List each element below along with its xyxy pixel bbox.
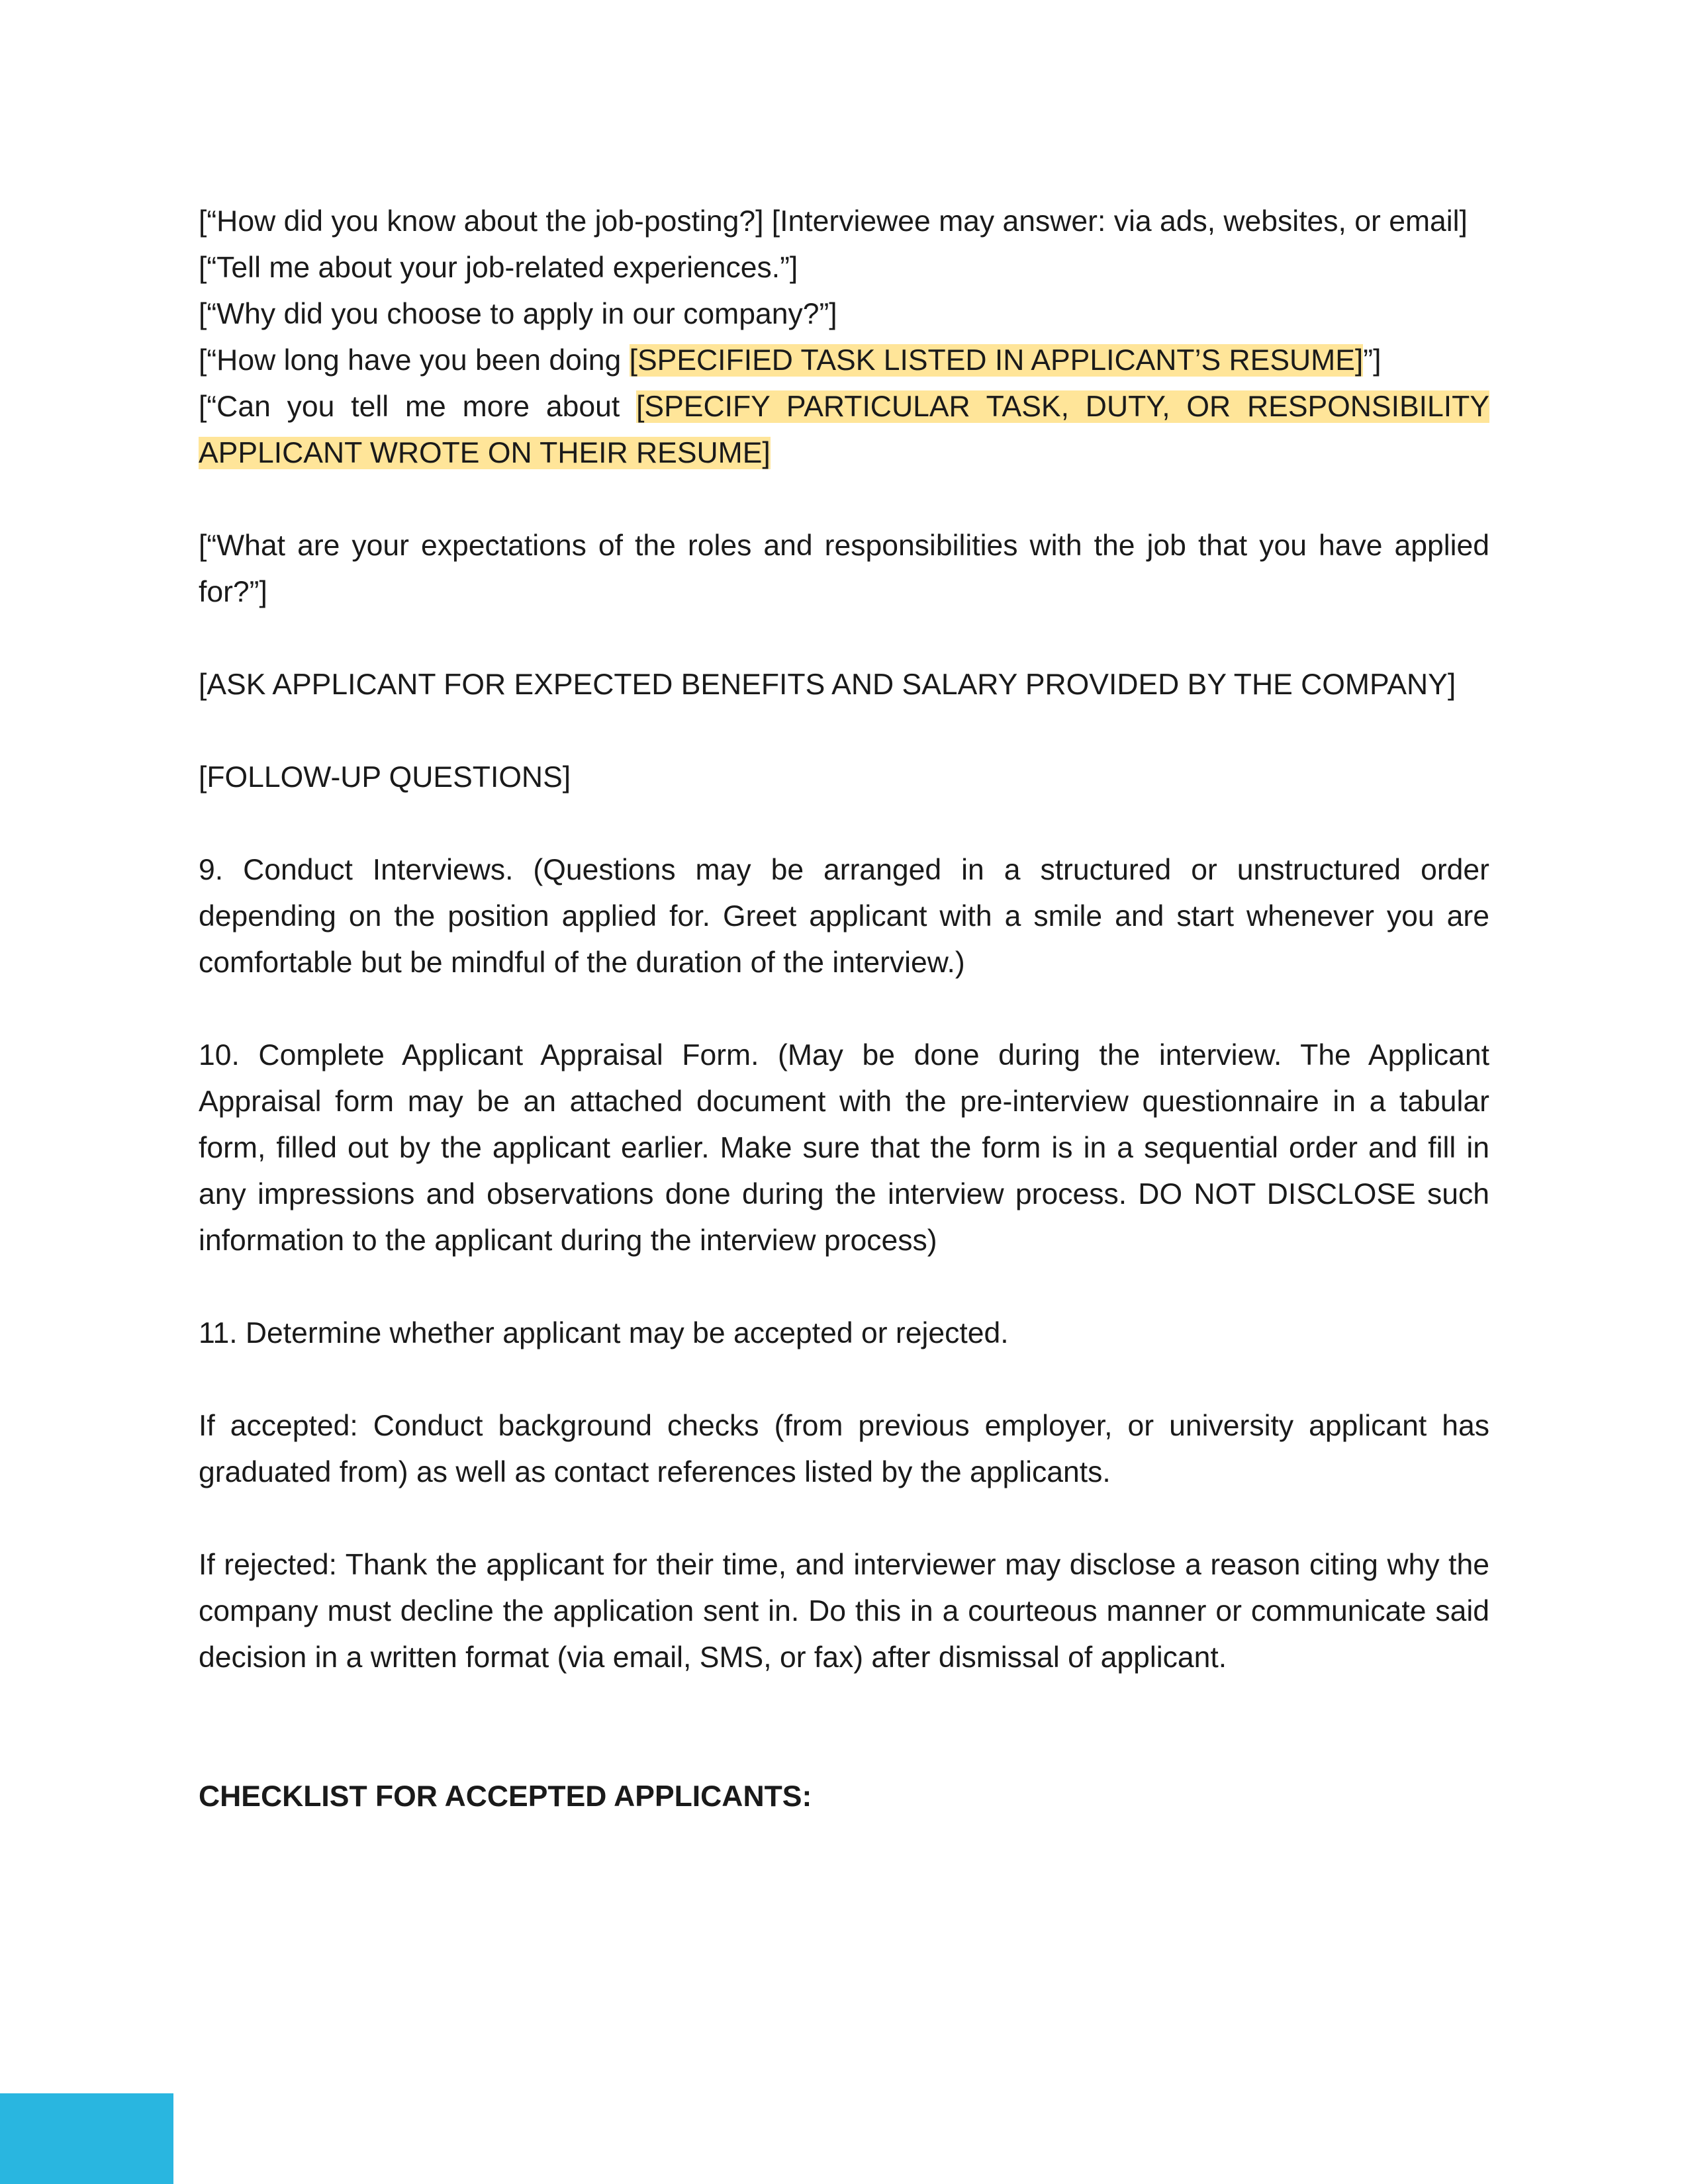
step-9-conduct-interviews: 9. Conduct Interviews. (Questions may be arranged in a structured or unstructured order depending on the position applied for. Greet applicant with a smile and start whenever you are comfortable but be mindful of the duration of the interview.) bbox=[199, 854, 1489, 979]
spacer bbox=[199, 1727, 1489, 1774]
question-job-posting: [“How did you know about the job-posting?] [Interviewee may answer: via ads, websites, or email] bbox=[199, 205, 1468, 238]
spacer bbox=[199, 1264, 1489, 1310]
spacer bbox=[199, 1681, 1489, 1727]
spacer bbox=[199, 1357, 1489, 1403]
spacer bbox=[199, 1496, 1489, 1542]
spacer bbox=[199, 477, 1489, 523]
if-rejected-paragraph: If rejected: Thank the applicant for their time, and interviewer may disclose a reason citing why the company must decline the application sent in. Do this in a courteous manner or communicate said decision in a written format (via email, SMS, or fax) after dismissal of applicant. bbox=[199, 1549, 1489, 1674]
instruction-ask-benefits: [ASK APPLICANT FOR EXPECTED BENEFITS AND SALARY PROVIDED BY THE COMPANY] bbox=[199, 668, 1456, 701]
document-body bbox=[199, 199, 1489, 1820]
question-tell-more-prefix: [“Can you tell me more about bbox=[199, 390, 637, 423]
question-expectations: [“What are your expectations of the roles and responsibilities with the job that you have applied for?”] bbox=[199, 529, 1489, 608]
placeholder-particular-task: [SPECIFY PARTICULAR TASK, DUTY, OR RESPONSIBILITY APPLICANT WROTE ON THEIR RESUME] bbox=[199, 390, 1489, 469]
step-10-appraisal-form: 10. Complete Applicant Appraisal Form. (May be done during the interview. The Applicant Appraisal form may be an attached document with the pre-interview questionnaire in a tabular form, filled out by the applicant earlier. Make sure that the form is in a sequential order and fill in any impressions and observations done during the interview process. DO NOT DISCLOSE such information to the applicant during the interview process) bbox=[199, 1039, 1489, 1257]
spacer bbox=[199, 986, 1489, 1032]
question-how-long-suffix: ”] bbox=[1363, 344, 1382, 377]
spacer bbox=[199, 615, 1489, 662]
question-why-apply: [“Why did you choose to apply in our company?”] bbox=[199, 298, 837, 330]
question-tell-more bbox=[199, 384, 1489, 477]
if-accepted-paragraph: If accepted: Conduct background checks (from previous employer, or university applicant has graduated from) as well as contact references listed by the applicants. bbox=[199, 1410, 1489, 1488]
step-11-determine: 11. Determine whether applicant may be accepted or rejected. bbox=[199, 1317, 1009, 1349]
spacer bbox=[199, 801, 1489, 847]
corner-accent-block bbox=[0, 2093, 173, 2184]
checklist-heading: CHECKLIST FOR ACCEPTED APPLICANTS: bbox=[199, 1780, 812, 1813]
question-how-long bbox=[199, 338, 1489, 384]
instruction-follow-up: [FOLLOW-UP QUESTIONS] bbox=[199, 761, 571, 794]
question-experiences: [“Tell me about your job-related experiences.”] bbox=[199, 251, 798, 284]
spacer bbox=[199, 708, 1489, 754]
question-how-long-prefix: [“How long have you been doing bbox=[199, 344, 630, 377]
placeholder-specified-task: [SPECIFIED TASK LISTED IN APPLICANT’S RESUME] bbox=[629, 344, 1364, 377]
